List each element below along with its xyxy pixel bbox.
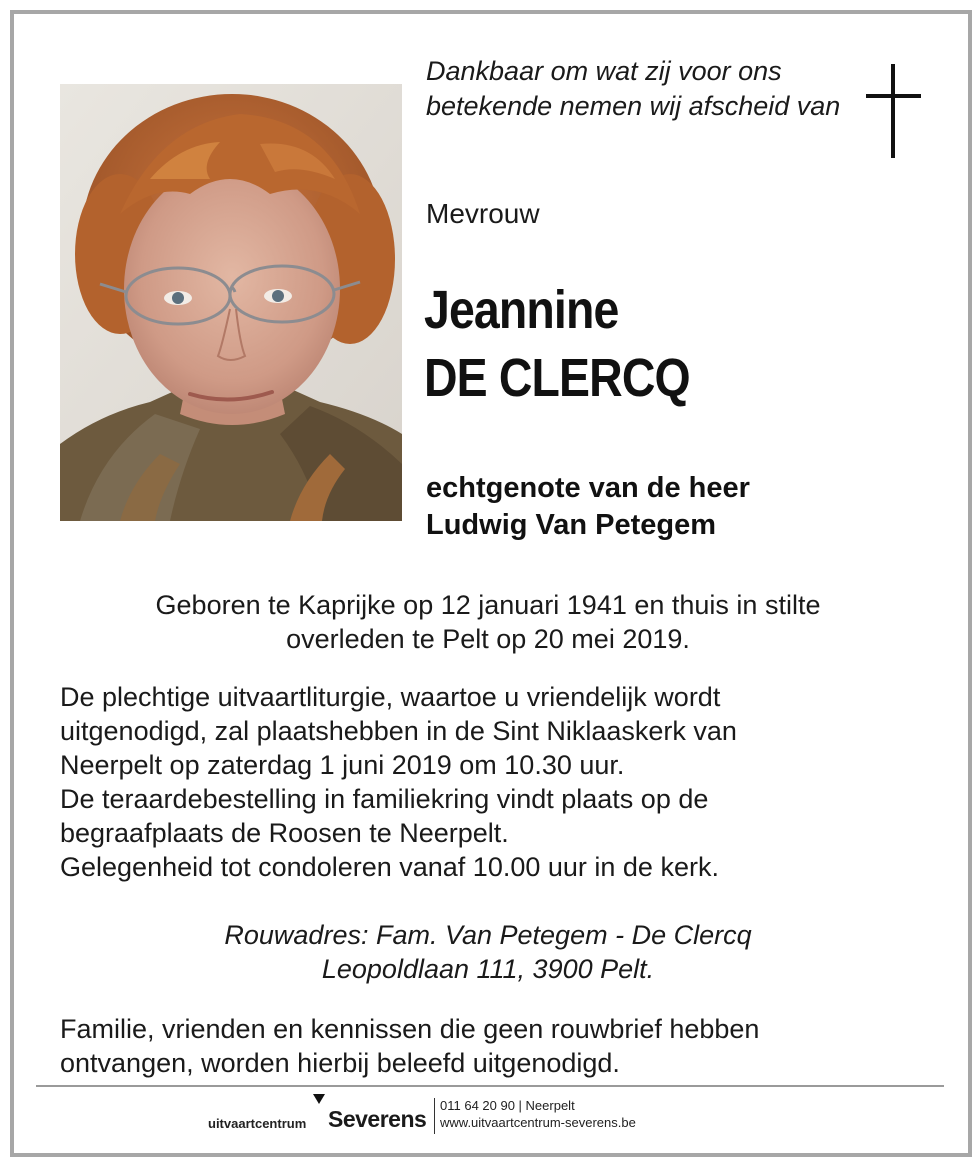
mourning-address: [60, 918, 916, 986]
death-line: overleden te Pelt op 20 mei 2019.: [286, 624, 690, 654]
family-note-line-1: Familie, vrienden en kennissen die geen rouwbrief hebben: [60, 1014, 760, 1044]
deceased-last-name: DE CLERCQ: [424, 348, 690, 408]
deceased-first-name: Jeannine: [424, 280, 619, 340]
address-line-2: Leopoldlaan 111, 3900 Pelt.: [321, 954, 655, 984]
cross-icon: [866, 64, 922, 160]
footer-separator: [434, 1098, 435, 1134]
spouse-line-2: Ludwig Van Petegem: [426, 509, 717, 541]
triangle-icon: [313, 1094, 325, 1104]
intro-text: Dankbaar om wat zij voor ons betekende nemen wij afscheid van: [426, 56, 841, 121]
spouse-info: [426, 470, 750, 544]
address-line-1: Rouwadres: Fam. Van Petegem - De Clercq: [224, 920, 752, 950]
service-line-4: De teraardebestelling in familiekring vindt plaats op de: [60, 784, 709, 814]
deceased-name: [424, 276, 690, 412]
birth-death-info: [60, 588, 916, 656]
footer-divider: [36, 1085, 944, 1087]
footer: [0, 1092, 980, 1142]
service-line-2: uitgenodigd, zal plaatshebben in de Sint Niklaaskerk van: [60, 716, 737, 746]
service-line-5: begraafplaats de Roosen te Neerpelt.: [60, 818, 509, 848]
family-note-line-2: ontvangen, worden hierbij beleefd uitgenodigd.: [60, 1048, 620, 1078]
portrait-photo: [60, 84, 402, 521]
service-line-1: De plechtige uitvaartliturgie, waartoe u vriendelijk wordt: [60, 682, 721, 712]
brand-name: Severens: [328, 1106, 427, 1132]
contact-phone-location: 011 64 20 90 | Neerpelt: [440, 1098, 575, 1113]
service-line-6: Gelegenheid tot condoleren vanaf 10.00 uur in de kerk.: [60, 852, 719, 882]
service-info: [60, 680, 940, 884]
birth-line: Geboren te Kaprijke op 12 januari 1941 en thuis in stilte: [155, 590, 821, 620]
brand-prefix: uitvaartcentrum: [208, 1116, 307, 1131]
salutation: Mevrouw: [426, 198, 540, 229]
family-note: [60, 1012, 940, 1080]
contact-website-link[interactable]: www.uitvaartcentrum-severens.be: [440, 1115, 636, 1130]
service-line-3: Neerpelt op zaterdag 1 juni 2019 om 10.30 uur.: [60, 750, 625, 780]
spouse-line-1: echtgenote van de heer: [426, 472, 750, 504]
